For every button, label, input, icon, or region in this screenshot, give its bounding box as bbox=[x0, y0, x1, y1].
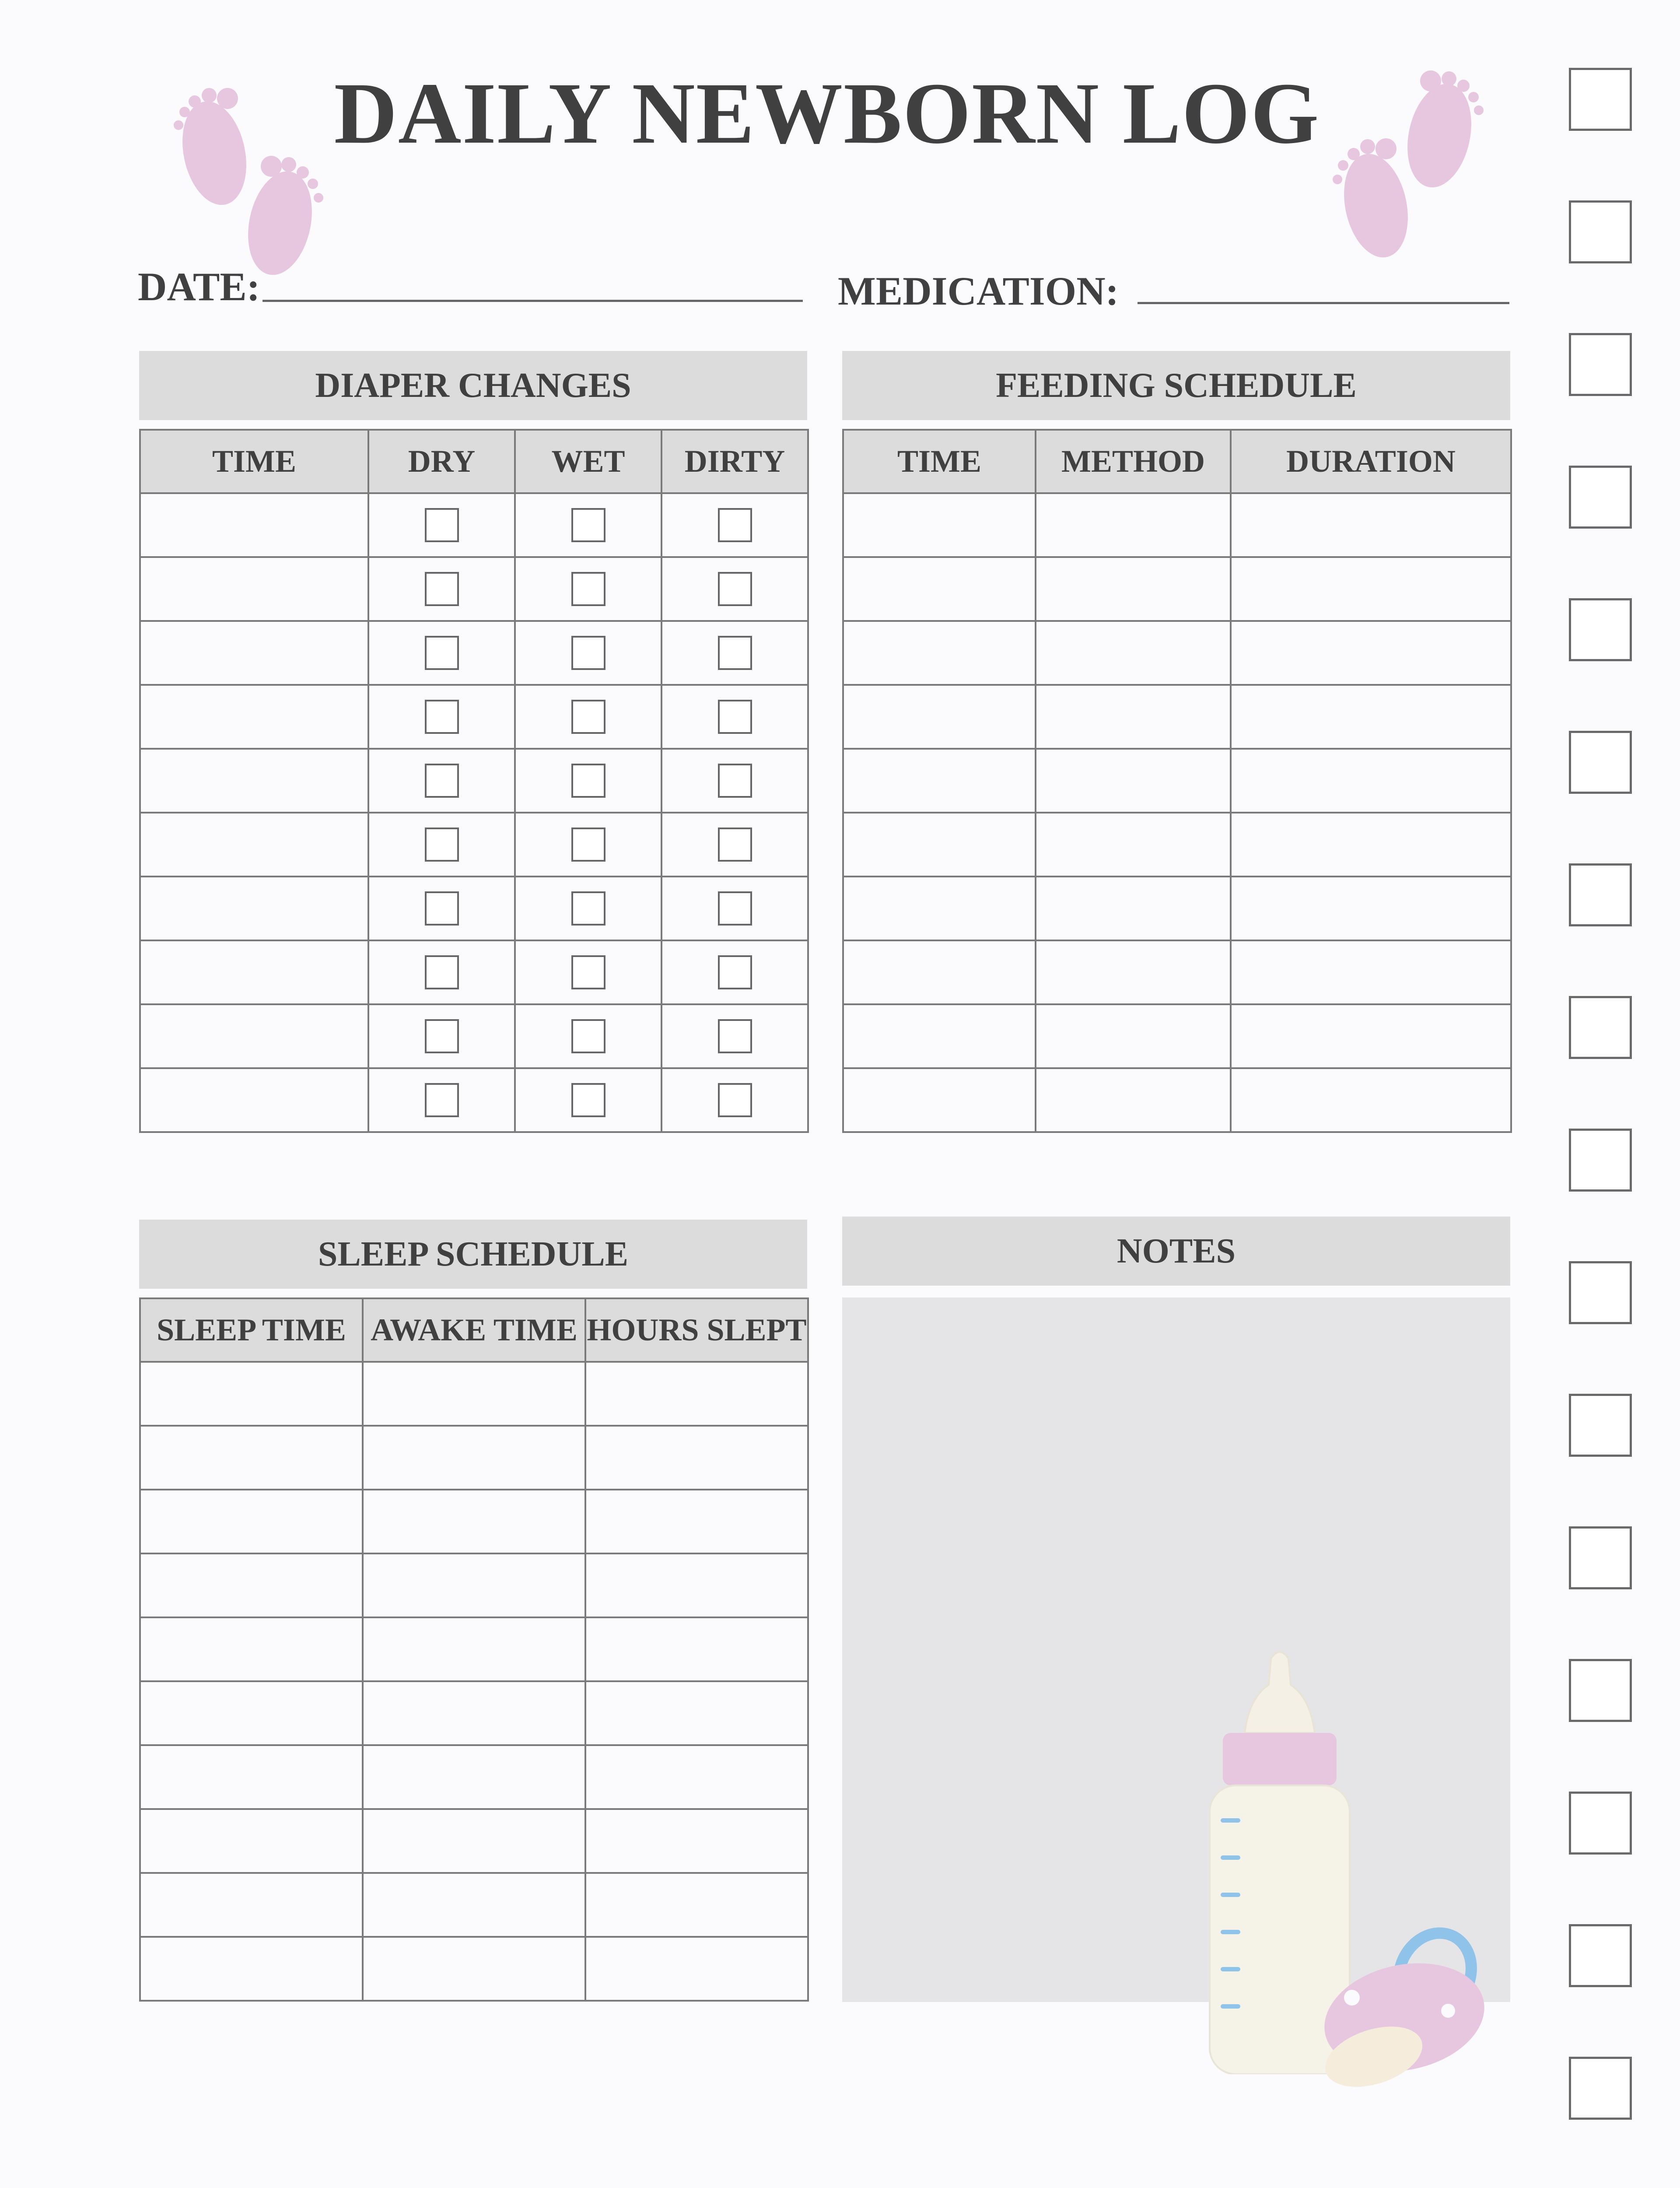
table-cell bbox=[368, 940, 515, 1004]
table-cell[interactable] bbox=[140, 1004, 368, 1068]
table-cell[interactable] bbox=[140, 1362, 363, 1426]
table-cell[interactable] bbox=[140, 493, 368, 557]
table-cell[interactable] bbox=[585, 1426, 808, 1490]
table-row bbox=[140, 877, 808, 940]
table-cell bbox=[515, 813, 662, 877]
column-header-sleep-time: SLEEP TIME bbox=[140, 1298, 363, 1362]
table-row bbox=[140, 1617, 808, 1681]
table-cell bbox=[662, 877, 808, 940]
table-cell[interactable] bbox=[140, 1681, 363, 1745]
table-cell[interactable] bbox=[1231, 940, 1511, 1004]
table-cell[interactable] bbox=[140, 1745, 363, 1809]
checkbox[interactable] bbox=[571, 700, 606, 734]
table-row bbox=[140, 1004, 808, 1068]
table-cell bbox=[515, 1004, 662, 1068]
table-cell[interactable] bbox=[140, 1937, 363, 2001]
table-row bbox=[843, 749, 1511, 813]
side-checkbox[interactable] bbox=[1569, 1394, 1632, 1457]
table-cell[interactable] bbox=[140, 1873, 363, 1937]
baby-footprints-icon bbox=[1321, 61, 1496, 267]
table-row bbox=[140, 1873, 808, 1937]
table-cell[interactable] bbox=[363, 1745, 585, 1809]
table-row bbox=[140, 813, 808, 877]
table-cell bbox=[662, 1004, 808, 1068]
table-cell[interactable] bbox=[585, 1553, 808, 1617]
checkbox[interactable] bbox=[425, 955, 459, 989]
page-title: DAILY NEWBORN LOG bbox=[334, 65, 1320, 162]
feeding-schedule-heading: FEEDING SCHEDULE bbox=[842, 351, 1510, 420]
side-checkbox[interactable] bbox=[1569, 68, 1632, 131]
notes-area[interactable] bbox=[842, 1297, 1510, 2002]
column-header-time: TIME bbox=[843, 430, 1036, 493]
table-cell[interactable] bbox=[363, 1490, 585, 1553]
table-row bbox=[843, 940, 1511, 1004]
table-row bbox=[140, 749, 808, 813]
checkbox[interactable] bbox=[425, 700, 459, 734]
table-row bbox=[140, 1490, 808, 1553]
column-header-wet: WET bbox=[515, 430, 662, 493]
table-cell bbox=[368, 1004, 515, 1068]
table-cell bbox=[662, 1068, 808, 1132]
table-cell[interactable] bbox=[140, 1617, 363, 1681]
table-cell[interactable] bbox=[363, 1617, 585, 1681]
table-row bbox=[843, 877, 1511, 940]
table-cell bbox=[662, 813, 808, 877]
table-cell[interactable] bbox=[1036, 493, 1231, 557]
diaper-changes-table bbox=[139, 429, 809, 1133]
sleep-schedule-table bbox=[139, 1297, 809, 2002]
table-cell[interactable] bbox=[585, 1873, 808, 1937]
table-cell[interactable] bbox=[1036, 557, 1231, 621]
table-cell[interactable] bbox=[1231, 557, 1511, 621]
table-cell[interactable] bbox=[585, 1362, 808, 1426]
checkbox[interactable] bbox=[571, 891, 606, 926]
checkbox[interactable] bbox=[425, 764, 459, 798]
table-cell bbox=[515, 940, 662, 1004]
table-cell[interactable] bbox=[843, 813, 1036, 877]
table-row bbox=[843, 1068, 1511, 1132]
side-checkbox[interactable] bbox=[1569, 1792, 1632, 1855]
table-cell[interactable] bbox=[140, 1809, 363, 1873]
table-cell bbox=[368, 813, 515, 877]
medication-field[interactable] bbox=[1138, 302, 1509, 304]
table-cell[interactable] bbox=[843, 1004, 1036, 1068]
checkbox[interactable] bbox=[571, 1083, 606, 1117]
side-checkbox[interactable] bbox=[1569, 466, 1632, 529]
table-cell[interactable] bbox=[140, 1068, 368, 1132]
date-field[interactable] bbox=[262, 300, 803, 302]
side-checkbox[interactable] bbox=[1569, 1526, 1632, 1589]
notes-heading: NOTES bbox=[842, 1217, 1510, 1286]
table-cell bbox=[515, 493, 662, 557]
column-header-time: TIME bbox=[140, 430, 368, 493]
table-cell[interactable] bbox=[1231, 813, 1511, 877]
table-cell[interactable] bbox=[1231, 749, 1511, 813]
column-header-hours-slept: HOURS SLEPT bbox=[585, 1298, 808, 1362]
table-cell[interactable] bbox=[140, 749, 368, 813]
table-cell[interactable] bbox=[363, 1553, 585, 1617]
table-cell[interactable] bbox=[140, 813, 368, 877]
table-row bbox=[140, 1068, 808, 1132]
table-cell[interactable] bbox=[1036, 685, 1231, 749]
checkbox[interactable] bbox=[425, 828, 459, 862]
table-cell[interactable] bbox=[843, 877, 1036, 940]
table-cell bbox=[515, 1068, 662, 1132]
column-header-dry: DRY bbox=[368, 430, 515, 493]
diaper-changes-heading: DIAPER CHANGES bbox=[139, 351, 807, 420]
table-cell bbox=[662, 749, 808, 813]
table-cell[interactable] bbox=[1036, 813, 1231, 877]
table-cell bbox=[662, 557, 808, 621]
checkbox[interactable] bbox=[718, 764, 752, 798]
table-cell[interactable] bbox=[843, 749, 1036, 813]
checkbox[interactable] bbox=[571, 828, 606, 862]
table-cell[interactable] bbox=[585, 1809, 808, 1873]
table-cell[interactable] bbox=[140, 1553, 363, 1617]
table-cell bbox=[368, 557, 515, 621]
checkbox[interactable] bbox=[571, 1019, 606, 1053]
side-checkbox[interactable] bbox=[1569, 1659, 1632, 1722]
table-cell[interactable] bbox=[585, 1490, 808, 1553]
side-checkbox[interactable] bbox=[1569, 1261, 1632, 1324]
table-cell[interactable] bbox=[363, 1681, 585, 1745]
side-checkbox[interactable] bbox=[1569, 200, 1632, 263]
table-cell bbox=[662, 685, 808, 749]
medication-label: MEDICATION: bbox=[838, 269, 1119, 313]
table-cell[interactable] bbox=[585, 1937, 808, 2001]
table-cell bbox=[662, 493, 808, 557]
table-cell[interactable] bbox=[843, 621, 1036, 685]
table-cell[interactable] bbox=[843, 557, 1036, 621]
table-row bbox=[843, 1004, 1511, 1068]
table-cell bbox=[368, 877, 515, 940]
table-cell[interactable] bbox=[140, 685, 368, 749]
table-row bbox=[140, 1745, 808, 1809]
checkbox[interactable] bbox=[718, 955, 752, 989]
checkbox[interactable] bbox=[718, 1019, 752, 1053]
checkbox[interactable] bbox=[718, 508, 752, 542]
checkbox[interactable] bbox=[718, 891, 752, 926]
table-row bbox=[843, 685, 1511, 749]
checkbox[interactable] bbox=[425, 1019, 459, 1053]
table-cell[interactable] bbox=[1036, 749, 1231, 813]
table-cell[interactable] bbox=[140, 557, 368, 621]
table-cell bbox=[515, 685, 662, 749]
table-cell[interactable] bbox=[1036, 940, 1231, 1004]
table-cell bbox=[368, 685, 515, 749]
checkbox[interactable] bbox=[718, 828, 752, 862]
table-cell[interactable] bbox=[843, 493, 1036, 557]
table-cell[interactable] bbox=[363, 1873, 585, 1937]
table-cell[interactable] bbox=[1036, 877, 1231, 940]
table-cell[interactable] bbox=[140, 621, 368, 685]
table-cell[interactable] bbox=[1036, 1068, 1231, 1132]
table-cell[interactable] bbox=[140, 877, 368, 940]
checkbox[interactable] bbox=[718, 636, 752, 670]
table-row bbox=[140, 1426, 808, 1490]
table-row bbox=[140, 1681, 808, 1745]
side-checkbox[interactable] bbox=[1569, 2057, 1632, 2120]
table-cell bbox=[515, 877, 662, 940]
side-checkbox[interactable] bbox=[1569, 1924, 1632, 1987]
side-checkbox[interactable] bbox=[1569, 996, 1632, 1059]
table-cell[interactable] bbox=[843, 940, 1036, 1004]
table-cell[interactable] bbox=[843, 685, 1036, 749]
table-row bbox=[140, 557, 808, 621]
table-cell[interactable] bbox=[140, 940, 368, 1004]
table-cell bbox=[515, 621, 662, 685]
table-cell[interactable] bbox=[363, 1809, 585, 1873]
checkbox[interactable] bbox=[718, 1083, 752, 1117]
checkbox[interactable] bbox=[425, 891, 459, 926]
checkbox[interactable] bbox=[718, 572, 752, 606]
table-cell[interactable] bbox=[1231, 1068, 1511, 1132]
table-cell[interactable] bbox=[843, 1068, 1036, 1132]
checkbox[interactable] bbox=[425, 1083, 459, 1117]
checkbox[interactable] bbox=[425, 636, 459, 670]
table-row bbox=[843, 557, 1511, 621]
table-cell[interactable] bbox=[1231, 621, 1511, 685]
table-cell[interactable] bbox=[585, 1681, 808, 1745]
table-cell[interactable] bbox=[140, 1490, 363, 1553]
side-checkbox[interactable] bbox=[1569, 731, 1632, 794]
column-header-duration: DURATION bbox=[1231, 430, 1511, 493]
checkbox[interactable] bbox=[571, 572, 606, 606]
side-checkbox[interactable] bbox=[1569, 863, 1632, 926]
table-row bbox=[140, 685, 808, 749]
table-row bbox=[843, 621, 1511, 685]
side-checkbox[interactable] bbox=[1569, 333, 1632, 396]
table-cell bbox=[662, 621, 808, 685]
pacifier-icon bbox=[1317, 1917, 1492, 2092]
table-row bbox=[140, 621, 808, 685]
table-cell[interactable] bbox=[585, 1745, 808, 1809]
table-cell[interactable] bbox=[1036, 621, 1231, 685]
table-cell[interactable] bbox=[1231, 1004, 1511, 1068]
sleep-schedule-heading: SLEEP SCHEDULE bbox=[139, 1220, 807, 1289]
table-cell[interactable] bbox=[140, 1426, 363, 1490]
table-cell bbox=[368, 749, 515, 813]
checkbox[interactable] bbox=[571, 636, 606, 670]
checkbox[interactable] bbox=[571, 955, 606, 989]
side-checkbox[interactable] bbox=[1569, 598, 1632, 661]
date-label: DATE: bbox=[138, 264, 260, 309]
table-cell bbox=[515, 749, 662, 813]
table-row bbox=[140, 1553, 808, 1617]
table-cell[interactable] bbox=[363, 1426, 585, 1490]
checkbox[interactable] bbox=[425, 508, 459, 542]
checkbox[interactable] bbox=[571, 508, 606, 542]
table-cell[interactable] bbox=[1231, 685, 1511, 749]
table-cell[interactable] bbox=[363, 1362, 585, 1426]
column-header-method: METHOD bbox=[1036, 430, 1231, 493]
checkbox[interactable] bbox=[571, 764, 606, 798]
table-row bbox=[140, 1937, 808, 2001]
column-header-dirty: DIRTY bbox=[662, 430, 808, 493]
table-cell[interactable] bbox=[1036, 1004, 1231, 1068]
table-cell bbox=[662, 940, 808, 1004]
table-cell bbox=[368, 1068, 515, 1132]
checkbox[interactable] bbox=[718, 700, 752, 734]
column-header-awake-time: AWAKE TIME bbox=[363, 1298, 585, 1362]
table-cell bbox=[515, 557, 662, 621]
table-cell bbox=[368, 621, 515, 685]
table-row bbox=[843, 813, 1511, 877]
table-row bbox=[140, 1362, 808, 1426]
table-cell[interactable] bbox=[1231, 493, 1511, 557]
checkbox[interactable] bbox=[425, 572, 459, 606]
table-cell[interactable] bbox=[1231, 877, 1511, 940]
baby-footprints-icon bbox=[162, 74, 337, 280]
table-cell[interactable] bbox=[363, 1937, 585, 2001]
table-row bbox=[140, 493, 808, 557]
table-cell[interactable] bbox=[585, 1617, 808, 1681]
side-checkbox[interactable] bbox=[1569, 1129, 1632, 1192]
table-row bbox=[140, 1809, 808, 1873]
table-row bbox=[843, 493, 1511, 557]
feeding-schedule-table bbox=[842, 429, 1512, 1133]
table-cell bbox=[368, 493, 515, 557]
table-row bbox=[140, 940, 808, 1004]
